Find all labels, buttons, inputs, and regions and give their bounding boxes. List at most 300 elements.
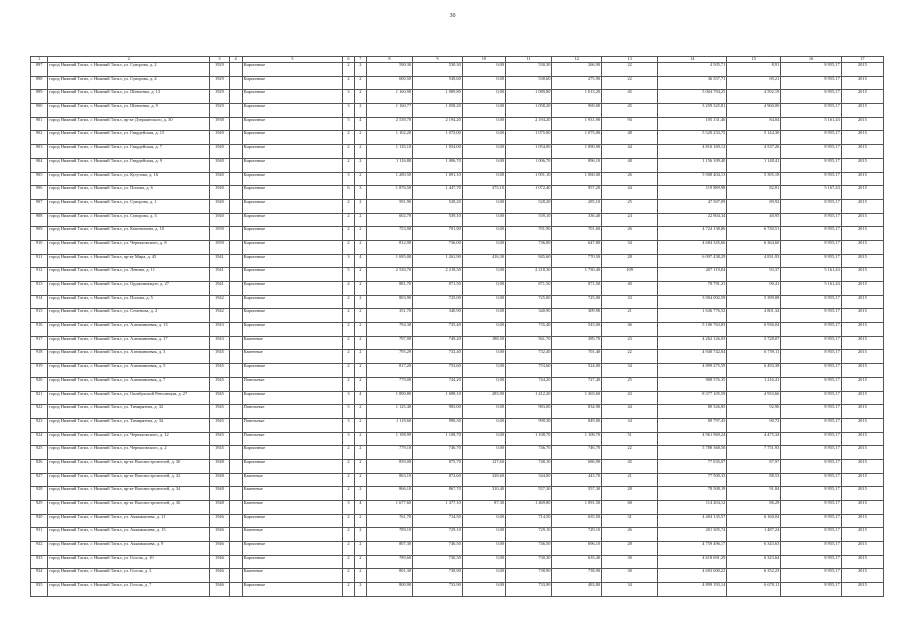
cell-total-area: 803,90 (366, 295, 412, 309)
cell-entrances: 2 (354, 555, 366, 569)
cell-repair-cost: 4 899 275,59 (658, 364, 727, 378)
cell-entrances: 2 (354, 446, 366, 460)
cell-residents-count: 68 (602, 501, 658, 515)
column-header: 16 (781, 57, 841, 63)
cell-wall-material: Кирпичные (242, 90, 342, 104)
cell-max-cost-per-sqm: 8 955,17 (781, 418, 841, 432)
cell-planned-year: 2015 (841, 528, 883, 542)
cell-private-area: 2 194,20 (506, 117, 552, 131)
cell-wall-material: Кирпичные (242, 514, 342, 528)
cell-residents-count: 45 (602, 459, 658, 473)
cell-municipal-area: 0,00 (462, 117, 505, 131)
cell-wall-material: Кирпичные (242, 268, 342, 282)
cell-area-residents: 1 091,50 (552, 501, 602, 515)
cell-cost-per-sqm: 1 487,24 (727, 528, 781, 542)
table-row (31, 391, 884, 405)
cell-year-built: 1948 (210, 487, 229, 501)
cell-residential-area: 1 447,70 (413, 186, 463, 200)
cell-planned-year: 2015 (841, 145, 883, 159)
cell-wall-material: Каменные (242, 487, 342, 501)
cell-address: город Нижний Тагил, г. Нижний Тагил, ул. Тимирязева, д. 34 (48, 418, 210, 432)
cell-max-cost-per-sqm: 8 955,17 (781, 158, 841, 172)
cell-planned-year: 2015 (841, 555, 883, 569)
cell-planned-year: 2015 (841, 104, 883, 118)
cell-address: город Нижний Тагил, г. Нижний Тагил, ул. Орджоникидзе, д. 27 (48, 282, 210, 296)
cell-cost-per-sqm: 91,84 (727, 487, 781, 501)
cell-planned-year: 2015 (841, 76, 883, 90)
cell-private-area: 738,90 (506, 569, 552, 583)
cell-floors: 2 (343, 76, 355, 90)
cell-municipal-area: 0,00 (462, 104, 505, 118)
cell-total-area: 1 890,80 (366, 391, 412, 405)
cell-private-area: 753,60 (506, 364, 552, 378)
table-row (31, 76, 884, 90)
cell-private-area: 714,50 (506, 514, 552, 528)
cell-row-number: 923 (31, 418, 48, 432)
cell-year-reconstructed (229, 569, 242, 583)
cell-floors: 2 (343, 240, 355, 254)
cell-total-area: 866,10 (366, 487, 412, 501)
cell-total-area: 2 530,70 (366, 268, 412, 282)
cell-residential-area: 539,10 (413, 213, 463, 227)
cell-max-cost-per-sqm: 8 955,17 (781, 172, 841, 186)
cell-address: город Нижний Тагил, г. Нижний Тагил, ул. Алюминиевая, д. 13 (48, 323, 210, 337)
table-row (31, 240, 884, 254)
cell-planned-year: 2015 (841, 364, 883, 378)
cell-total-area: 881,70 (366, 282, 412, 296)
cell-municipal-area: 0,00 (462, 514, 505, 528)
cell-entrances: 2 (354, 227, 366, 241)
cell-floors: 3 (343, 501, 355, 515)
cell-total-area: 817,20 (366, 364, 412, 378)
cell-residential-area: 735,40 (413, 323, 463, 337)
cell-planned-year: 2015 (841, 542, 883, 556)
cell-entrances: 2 (354, 282, 366, 296)
cell-year-reconstructed (229, 268, 242, 282)
cell-row-number: 925 (31, 446, 48, 460)
cell-entrances: 2 (354, 131, 366, 145)
cell-floors: 2 (343, 459, 355, 473)
cell-municipal-area: 375,10 (462, 186, 505, 200)
cell-max-cost-per-sqm: 8 955,17 (781, 555, 841, 569)
cell-year-reconstructed (229, 240, 242, 254)
cell-residential-area: 1 698,10 (413, 391, 463, 405)
cell-municipal-area: 0,00 (462, 158, 505, 172)
cell-row-number: 913 (31, 282, 48, 296)
cell-total-area: 1 160,90 (366, 90, 412, 104)
cell-max-cost-per-sqm: 5 161,43 (781, 117, 841, 131)
cell-municipal-area: 0,00 (462, 172, 505, 186)
column-header: 6 (343, 57, 355, 63)
cell-address: город Нижний Тагил, г. Нижний Тагил, ул. Кошевичева, д. 10 (48, 227, 210, 241)
cell-floors: 5 (343, 405, 355, 419)
cell-municipal-area: 0,00 (462, 90, 505, 104)
cell-private-area: 1 108,70 (506, 432, 552, 446)
cell-wall-material: Кирпичные (242, 542, 342, 556)
cell-wall-material: Каменные (242, 473, 342, 487)
cell-private-area: 557,30 (506, 487, 552, 501)
cell-year-reconstructed (229, 432, 242, 446)
cell-residential-area: 725,00 (413, 295, 463, 309)
cell-floors: 3 (343, 90, 355, 104)
table-row (31, 569, 884, 583)
cell-entrances: 2 (354, 90, 366, 104)
cell-residents-count: 44 (602, 145, 658, 159)
cell-row-number: 933 (31, 555, 48, 569)
cell-address: город Нижний Тагил, г. Нижний Тагил, ул. Суворова, д. 1 (48, 199, 210, 213)
cell-max-cost-per-sqm: 5 167,43 (781, 186, 841, 200)
cell-year-built: 1946 (210, 583, 229, 597)
table-row (31, 555, 884, 569)
cell-year-built: 1945 (210, 391, 229, 405)
cell-municipal-area: 0,00 (462, 350, 505, 364)
column-header: 10 (462, 57, 505, 63)
cell-residents-count: 31 (602, 514, 658, 528)
cell-floors: 4 (343, 282, 355, 296)
cell-municipal-area: 0,00 (462, 213, 505, 227)
cell-private-area: 1 058,20 (506, 104, 552, 118)
cell-private-area: 1 054,00 (506, 145, 552, 159)
cell-private-area: 539,10 (506, 213, 552, 227)
cell-planned-year: 2015 (841, 418, 883, 432)
table-row (31, 172, 884, 186)
cell-address: город Нижний Тагил, г. Нижний Тагил, пр-кт Мира, д. 45 (48, 254, 210, 268)
cell-municipal-area: 0,00 (462, 76, 505, 90)
cell-total-area: 779,00 (366, 377, 412, 391)
cell-wall-material: Каменные (242, 569, 342, 583)
table-row (31, 295, 884, 309)
cell-year-built: 1945 (210, 418, 229, 432)
cell-residential-area: 1 377,10 (413, 501, 463, 515)
cell-max-cost-per-sqm: 8 955,17 (781, 254, 841, 268)
cell-private-area: 983,00 (506, 405, 552, 419)
cell-planned-year: 2015 (841, 583, 883, 597)
cell-private-area: 340,90 (506, 309, 552, 323)
cell-entrances: 2 (354, 213, 366, 227)
cell-year-built: 1946 (210, 555, 229, 569)
cell-row-number: 932 (31, 542, 48, 556)
cell-wall-material: Панельные (242, 377, 342, 391)
cell-wall-material: Кирпичные (242, 555, 342, 569)
cell-area-residents: 1 013,20 (552, 90, 602, 104)
cell-entrances: 4 (354, 391, 366, 405)
cell-max-cost-per-sqm: 5 161,43 (781, 282, 841, 296)
cell-area-residents: 1 075,00 (552, 131, 602, 145)
cell-row-number: 928 (31, 487, 48, 501)
cell-wall-material: Кирпичные (242, 172, 342, 186)
cell-cost-per-sqm: 5 144,30 (727, 131, 781, 145)
cell-year-reconstructed (229, 145, 242, 159)
cell-year-built: 1939 (210, 227, 229, 241)
cell-entrances: 2 (354, 145, 366, 159)
cell-private-area: 1 412,20 (506, 391, 552, 405)
cell-row-number: 903 (31, 145, 48, 159)
cell-residents-count: 26 (602, 528, 658, 542)
cell-row-number: 911 (31, 254, 48, 268)
cell-entrances: 4 (354, 501, 366, 515)
cell-planned-year: 2015 (841, 446, 883, 460)
cell-area-residents: 696,10 (552, 542, 602, 556)
cell-municipal-area: 0,00 (462, 583, 505, 597)
cell-residential-area: 749,20 (413, 336, 463, 350)
cell-area-residents: 957,20 (552, 186, 602, 200)
cell-year-reconstructed (229, 186, 242, 200)
cell-cost-per-sqm: 87,97 (727, 459, 781, 473)
cell-year-reconstructed (229, 514, 242, 528)
cell-row-number: 900 (31, 104, 48, 118)
cell-planned-year: 2015 (841, 268, 883, 282)
cell-year-built: 1929 (210, 104, 229, 118)
cell-floors: 3 (343, 104, 355, 118)
cell-floors: 3 (343, 418, 355, 432)
cell-repair-cost: 78 791,21 (658, 282, 727, 296)
cell-year-reconstructed (229, 391, 242, 405)
cell-planned-year: 2015 (841, 377, 883, 391)
cell-repair-cost: 207 119,04 (658, 268, 727, 282)
cell-row-number: 907 (31, 199, 48, 213)
cell-year-reconstructed (229, 336, 242, 350)
cell-year-built: 1942 (210, 309, 229, 323)
cell-total-area: 800,90 (366, 583, 412, 597)
cell-floors: 2 (343, 145, 355, 159)
cell-address: город Нижний Тагил, г. Нижний Тагил, ул. Алюминиевая, д. 17 (48, 336, 210, 350)
cell-row-number: 902 (31, 131, 48, 145)
cell-cost-per-sqm: 6 364,60 (727, 240, 781, 254)
cell-year-reconstructed (229, 459, 242, 473)
cell-private-area: 736,00 (506, 240, 552, 254)
cell-planned-year: 2015 (841, 240, 883, 254)
cell-planned-year: 2015 (841, 459, 883, 473)
cell-wall-material: Каменные (242, 336, 342, 350)
cell-area-residents: 266,90 (552, 63, 602, 77)
cell-year-reconstructed (229, 446, 242, 460)
cell-year-reconstructed (229, 323, 242, 337)
cell-max-cost-per-sqm: 8 955,17 (781, 487, 841, 501)
column-header: 4 (229, 57, 242, 63)
cell-area-residents: 701,60 (552, 227, 602, 241)
cell-planned-year: 2015 (841, 405, 883, 419)
cell-address: город Нижний Тагил, г. Нижний Тагил, ул. Тимирязева, д. 32 (48, 405, 210, 419)
registry-table (30, 56, 884, 597)
cell-wall-material: Панельные (242, 432, 342, 446)
cell-year-reconstructed (229, 172, 242, 186)
cell-repair-cost: 908 576,35 (658, 377, 727, 391)
cell-residents-count: 46 (602, 323, 658, 337)
cell-residential-area: 746,50 (413, 542, 463, 556)
cell-max-cost-per-sqm: 8 955,17 (781, 501, 841, 515)
cell-residential-area: 701,90 (413, 227, 463, 241)
cell-address: город Нижний Тагил, г. Нижний Тагил, ул. Гвардейская, д. 15 (48, 131, 210, 145)
cell-entrances: 2 (354, 528, 366, 542)
cell-year-reconstructed (229, 213, 242, 227)
cell-floors: 2 (343, 158, 355, 172)
cell-max-cost-per-sqm: 8 955,17 (781, 295, 841, 309)
cell-municipal-area: 0,00 (462, 364, 505, 378)
cell-residents-count: 109 (602, 268, 658, 282)
cell-floors: 6 (343, 186, 355, 200)
cell-row-number: 927 (31, 473, 48, 487)
table-row (31, 131, 884, 145)
cell-total-area: 801,30 (366, 569, 412, 583)
cell-wall-material: Кирпичные (242, 583, 342, 597)
table-body (31, 63, 884, 597)
cell-planned-year: 2015 (841, 501, 883, 515)
table-row (31, 364, 884, 378)
cell-residential-area: 2 218,30 (413, 268, 463, 282)
cell-cost-per-sqm: 1 216,41 (727, 377, 781, 391)
cell-address: город Нижний Тагил, г. Нижний Тагил, ул. Алюминиевая, д. 7 (48, 377, 210, 391)
cell-total-area: 1 135,10 (366, 145, 412, 159)
cell-address: город Нижний Тагил, г. Нижний Тагил, ул. Аккамышева, д. 15 (48, 528, 210, 542)
cell-municipal-area: 0,00 (462, 405, 505, 419)
cell-address: город Нижний Тагил, г. Нижний Тагил, ул. Черняховского, д. 8 (48, 240, 210, 254)
cell-wall-material: Кирпичные (242, 240, 342, 254)
cell-planned-year: 2015 (841, 295, 883, 309)
cell-entrances: 2 (354, 542, 366, 556)
cell-max-cost-per-sqm: 8 955,17 (781, 240, 841, 254)
cell-residents-count: 43 (602, 391, 658, 405)
cell-residents-count: 28 (602, 254, 658, 268)
cell-area-residents: 746,70 (552, 446, 602, 460)
cell-row-number: 912 (31, 268, 48, 282)
cell-residents-count: 40 (602, 282, 658, 296)
cell-address: город Нижний Тагил, г. Нижний Тагил, ул. Суворова, д. 2 (48, 63, 210, 77)
cell-floors: 2 (343, 131, 355, 145)
cell-cost-per-sqm: 6 493,38 (727, 364, 781, 378)
cell-max-cost-per-sqm: 8 955,17 (781, 90, 841, 104)
cell-planned-year: 2015 (841, 282, 883, 296)
cell-wall-material: Кирпичные (242, 323, 342, 337)
cell-floors: 3 (343, 172, 355, 186)
cell-address: город Нижний Тагил, г. Нижний Тагил, ул. Аккамышева, д. 9 (48, 542, 210, 556)
cell-municipal-area: 0,00 (462, 377, 505, 391)
cell-max-cost-per-sqm: 8 955,17 (781, 323, 841, 337)
cell-private-area: 725,00 (506, 295, 552, 309)
cell-max-cost-per-sqm: 8 955,17 (781, 514, 841, 528)
table-row (31, 90, 884, 104)
cell-repair-cost: 4 899 193,14 (658, 583, 727, 597)
cell-floors: 2 (343, 555, 355, 569)
cell-total-area: 789,10 (366, 528, 412, 542)
cell-year-reconstructed (229, 350, 242, 364)
cell-address: город Нижний Тагил, г. Нижний Тагил, ул. Ленина, д. 11 (48, 268, 210, 282)
cell-residential-area: 872,60 (413, 473, 463, 487)
table-row (31, 227, 884, 241)
cell-repair-cost: 89 797,43 (658, 418, 727, 432)
cell-entrances: 2 (354, 199, 366, 213)
cell-floors: 2 (343, 63, 355, 77)
cell-year-reconstructed (229, 405, 242, 419)
cell-year-reconstructed (229, 364, 242, 378)
cell-total-area: 1 695,00 (366, 254, 412, 268)
cell-residents-count: 30 (602, 569, 658, 583)
cell-entrances: 2 (354, 583, 366, 597)
cell-year-built: 1945 (210, 350, 229, 364)
cell-area-residents: 1 060,00 (552, 172, 602, 186)
cell-total-area: 807,30 (366, 542, 412, 556)
cell-address: город Нижний Тагил, г. Нижний Тагил, ул. Алюминиевая, д. 5 (48, 364, 210, 378)
cell-address: город Нижний Тагил, г. Нижний Тагил, пр-кт Вагоностроителей, д. 32 (48, 473, 210, 487)
cell-municipal-area: 0,00 (462, 199, 505, 213)
cell-municipal-area: 0,00 (462, 323, 505, 337)
cell-address: город Нижний Тагил, г. Нижний Тагил, ул. Шевченко, д. 13 (48, 90, 210, 104)
cell-municipal-area: 328,60 (462, 473, 505, 487)
cell-cost-per-sqm: 4 933,66 (727, 391, 781, 405)
cell-residents-count: 21 (602, 309, 658, 323)
cell-wall-material: Кирпичные (242, 117, 342, 131)
cell-cost-per-sqm: 4 592,19 (727, 90, 781, 104)
cell-planned-year: 2015 (841, 487, 883, 501)
cell-row-number: 898 (31, 76, 48, 90)
cell-total-area: 794,30 (366, 323, 412, 337)
cell-area-residents: 1 730,40 (552, 268, 602, 282)
cell-repair-cost: 114 204,12 (658, 501, 727, 515)
cell-year-built: 1948 (210, 501, 229, 515)
cell-area-residents: 524,00 (552, 364, 602, 378)
cell-total-area: 1 125,40 (366, 405, 412, 419)
cell-address: город Нижний Тагил, г. Нижний Тагил, ул. Суворова, д. 4 (48, 76, 210, 90)
cell-year-built: 1941 (210, 254, 229, 268)
column-header: 13 (602, 57, 658, 63)
cell-row-number: 899 (31, 90, 48, 104)
cell-repair-cost: 77 500,33 (658, 473, 727, 487)
cell-private-area: 845,60 (506, 254, 552, 268)
cell-row-number: 908 (31, 213, 48, 227)
cell-residents-count: 30 (602, 555, 658, 569)
cell-entrances: 2 (354, 104, 366, 118)
cell-area-residents: 1 931,90 (552, 117, 602, 131)
cell-entrances: 2 (354, 295, 366, 309)
cell-address: город Нижний Тагил, г. Нижний Тагил, ул. Суворова, д. 3 (48, 213, 210, 227)
cell-repair-cost: 3 904 002,59 (658, 295, 727, 309)
cell-total-area: 600,50 (366, 76, 412, 90)
cell-floors: 2 (343, 295, 355, 309)
cell-year-built: 1941 (210, 282, 229, 296)
column-header: 3 (210, 57, 229, 63)
cell-row-number: 934 (31, 569, 48, 583)
cell-total-area: 351,70 (366, 309, 412, 323)
cell-floors: 2 (343, 323, 355, 337)
cell-repair-cost: 201 305,74 (658, 528, 727, 542)
cell-residential-area: 1 261,90 (413, 254, 463, 268)
cell-planned-year: 2015 (841, 227, 883, 241)
cell-planned-year: 2015 (841, 569, 883, 583)
cell-total-area: 863,10 (366, 473, 412, 487)
cell-area-residents: 543,00 (552, 323, 602, 337)
cell-total-area: 1 677,60 (366, 501, 412, 515)
cell-total-area: 795,29 (366, 350, 412, 364)
cell-total-area: 591,90 (366, 199, 412, 213)
cell-address: город Нижний Тагил, г. Нижний Тагил, ул. Гвардейская, д. 7 (48, 145, 210, 159)
cell-municipal-area: 0,00 (462, 227, 505, 241)
cell-row-number: 915 (31, 309, 48, 323)
cell-year-reconstructed (229, 377, 242, 391)
cell-year-built: 1940 (210, 186, 229, 200)
cell-wall-material: Каменные (242, 528, 342, 542)
cell-area-residents: 336,40 (552, 213, 602, 227)
table-row (31, 254, 884, 268)
table-row (31, 514, 884, 528)
cell-cost-per-sqm: 6 323,64 (727, 555, 781, 569)
cell-residents-count: 51 (602, 432, 658, 446)
cell-year-reconstructed (229, 131, 242, 145)
cell-max-cost-per-sqm: 8 955,17 (781, 583, 841, 597)
cell-row-number: 924 (31, 432, 48, 446)
cell-planned-year: 2015 (841, 186, 883, 200)
cell-residents-count: 22 (602, 63, 658, 77)
cell-residents-count: 22 (602, 446, 658, 460)
cell-area-residents: 635,40 (552, 555, 602, 569)
